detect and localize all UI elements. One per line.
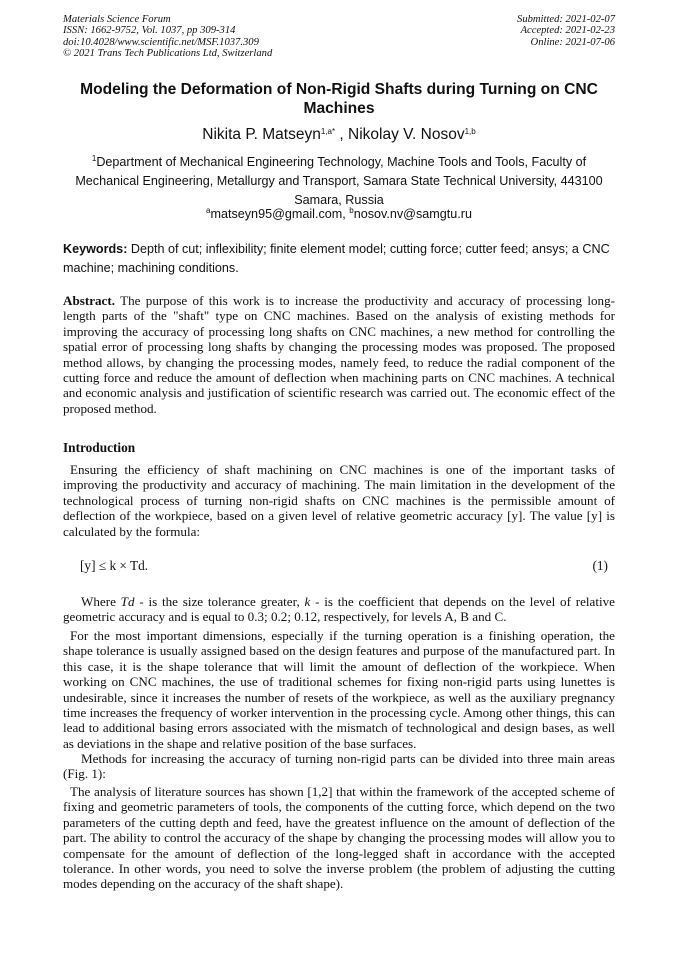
keywords-text: Depth of cut; inflexibility; finite element model; cutting force; cutter feed; ansys; a CNC machine; machining conditions. [63, 242, 610, 275]
author-1-sup: 1,a* [320, 127, 336, 136]
email-a[interactable]: matseyn95@gmail.com, [210, 207, 350, 221]
p2-pre: Where [81, 594, 121, 609]
td-symbol: Td [120, 594, 135, 609]
equation: [y] ≤ k × Td. [80, 558, 149, 573]
author-2-sup: 1,b [464, 127, 476, 136]
journal-info [63, 14, 272, 59]
abstract-label: Abstract. [63, 293, 115, 308]
abstract-text: The purpose of this work is to increase the productivity and accuracy of processing long-length parts of the "shaft" type on CNC machines. Based on the analysis of existing methods for improving the accuracy of processing long shafts on CNC machines, a new method for controlling the spatial error of processing long shafts by changing the processing modes was proposed. The proposed method allows, by changing the processing modes, namely feed, to reduce the radial component of the cutting force and reduce the amount of deflection when machining parts on CNC machines. A technical and economic analysis and justification of scientific research was carried out. The economic effect of the proposed method. [63, 293, 615, 416]
p2-mid: - is the size tolerance greater, [134, 594, 305, 609]
abstract [63, 293, 615, 416]
intro-paragraph-2 [63, 594, 615, 625]
equation-number: (1) [592, 558, 608, 573]
affiliation-text: Department of Mechanical Engineering Technology, Machine Tools and Tools, Faculty of Mechanical Engineering, Metallurgy and Transport, Samara State Technical University, 443100 Samara, Russia [75, 155, 603, 207]
paragraph-text: The analysis of literature sources has shown [1,2] that within the framework of the accepted scheme of fixing and geometric parameters of tools, the components of the cutting force, which depend on the two parameters of the cutting depth and feed, have the greatest influence on the amount of deflection of the part. The ability to control the accuracy of the shape by changing the processing modes will allow you to compensate for the amount of deflection of the long-legged shaft in accordance with the accepted tolerance. In other words, you need to solve the inverse problem (the problem of adjusting the cutting modes depending on the accuracy of the shaft shape). [63, 784, 615, 892]
intro-paragraph-1 [63, 462, 615, 539]
copyright-line: © 2021 Trans Tech Publications Ltd, Switzerland [63, 47, 273, 59]
accepted-date: Accepted: 2021-02-23 [520, 25, 615, 37]
author-separator: , [335, 126, 349, 143]
emails [63, 207, 615, 221]
issn-line: ISSN: 1662-9752, Vol. 1037, pp 309-314 [63, 25, 236, 37]
intro-paragraph-4 [63, 751, 615, 782]
paragraph-text: Ensuring the efficiency of shaft machining on CNC machines is one of the important tasks of improving the productivity and accuracy of machining. The main limitation in the development of the technological process of turning non-rigid shafts on CNC machines is the permissible amount of deflection of the workpiece, based on a given level of relative geometric accuracy [y]. The value [y] is calculated by the formula: [63, 462, 615, 539]
email-b-sup: b [349, 206, 354, 215]
dates-info [517, 14, 615, 48]
online-date: Online: 2021-07-06 [530, 36, 615, 48]
author-1: Nikita P. Matseyn [202, 126, 321, 143]
authors [63, 126, 615, 144]
intro-paragraph-3 [63, 628, 615, 751]
doi-line: doi:10.4028/www.scientific.net/MSF.1037.309 [63, 36, 259, 48]
affiliation-sup: 1 [91, 154, 97, 163]
journal-name: Materials Science Forum [63, 14, 171, 25]
keywords [63, 240, 615, 278]
paragraph-text: For the most important dimensions, especially if the turning operation is a finishing operation, the shape tolerance is usually assigned based on the design features and purpose of the manufactured part. In this case, it is the shape tolerance that will limit the amount of deflection of the workpiece. When working on CNC machines, the use of traditional schemes for fixing non-rigid parts using lunettes is undesirable, since it increases the number of resets of the workpiece, as well as the auxiliary pregnancy time increases the frequency of worker intervention in the processing cycle. Among other things, this can lead to additional basing errors associated with the mismatch of technological and design bases, as well as deviations in the shape and relative position of the base surfaces. [63, 628, 615, 751]
paragraph-text: Methods for increasing the accuracy of turning non-rigid parts can be divided into three main areas (Fig. 1): [63, 751, 615, 782]
email-a-sup: a [206, 206, 211, 215]
introduction-heading: Introduction [63, 440, 136, 455]
p2-post: - is the coefficient that depends on the level of relative geometric accuracy and is equal to 0.3; 0.2; 0.12, respectively, for levels A, B and C. [63, 594, 615, 625]
intro-paragraph-5 [63, 784, 615, 892]
affiliation [63, 153, 615, 210]
author-2: Nikolay V. Nosov [348, 126, 465, 143]
keywords-label: Keywords: [63, 242, 128, 256]
k-symbol: k [304, 594, 311, 609]
paper-title: Modeling the Deformation of Non-Rigid Shafts during Turning on CNC Machines [80, 81, 598, 117]
email-b[interactable]: nosov.nv@samgtu.ru [353, 207, 472, 221]
submitted-date: Submitted: 2021-02-07 [517, 14, 615, 25]
